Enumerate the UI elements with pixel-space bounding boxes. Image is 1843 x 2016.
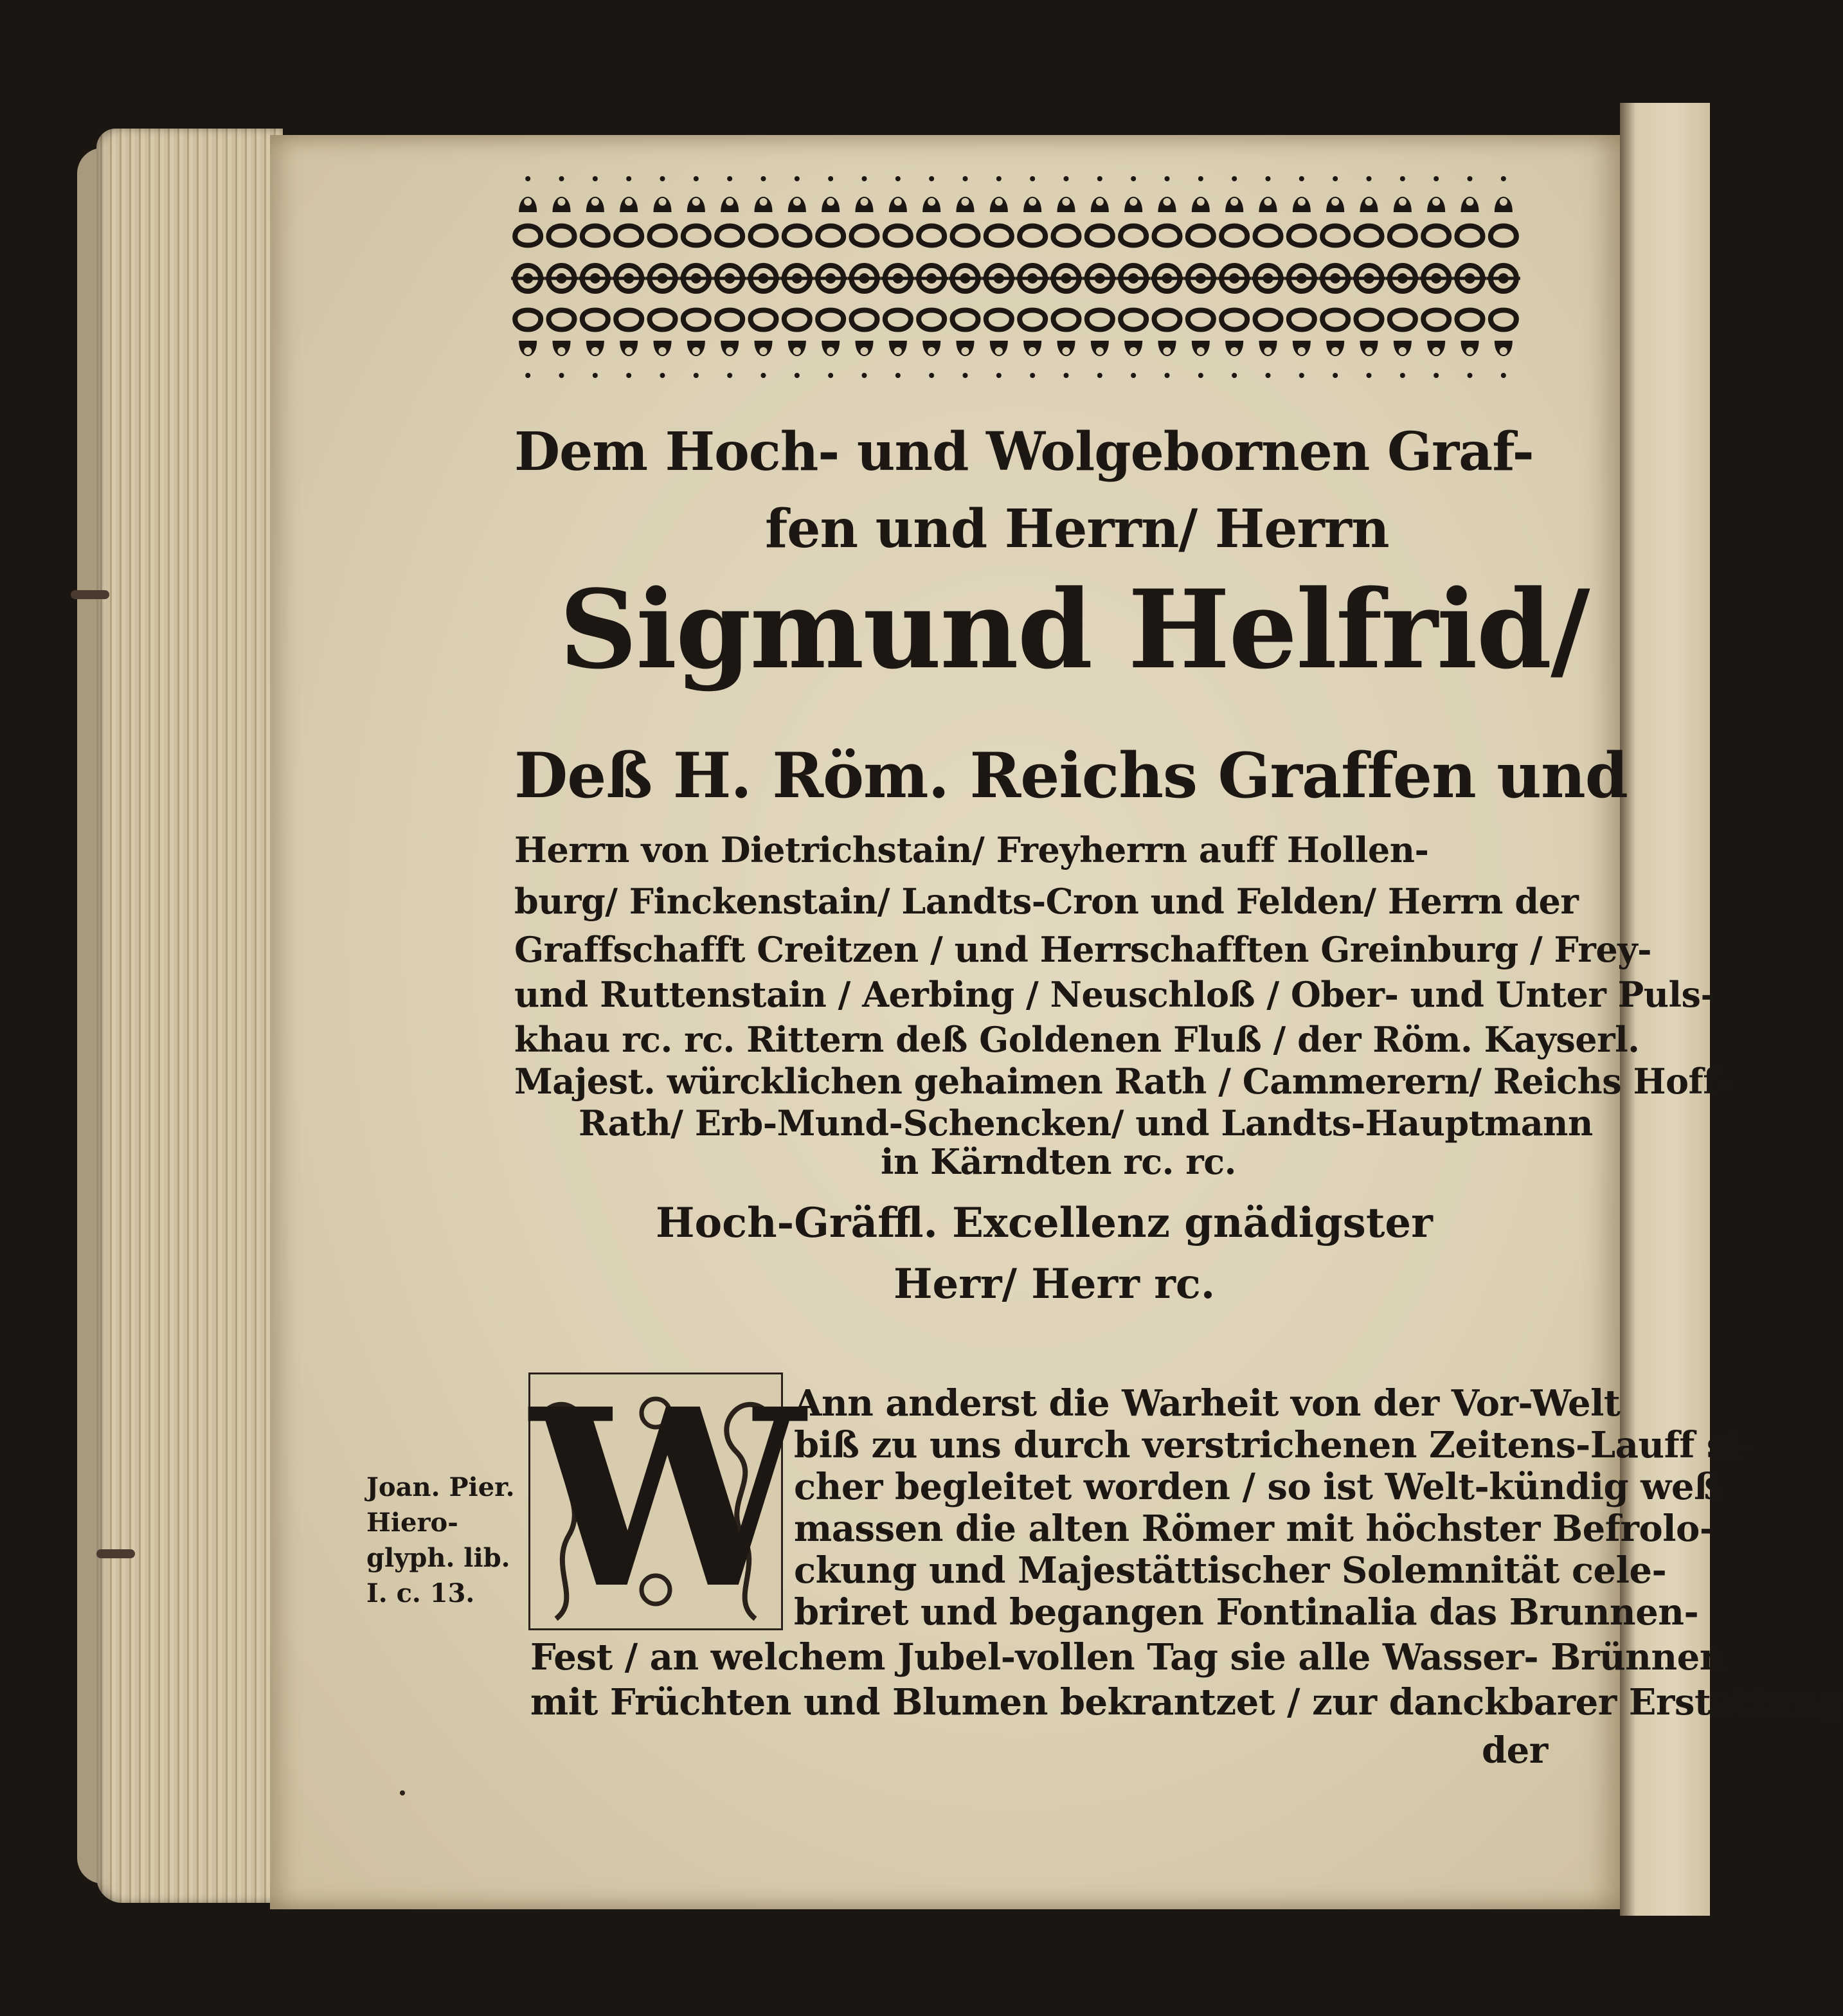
ornament-glyph xyxy=(1255,226,1281,246)
ornament-glyph xyxy=(894,198,902,206)
ornament-glyph xyxy=(1087,226,1113,246)
paragraph-line: biß zu uns durch verstrichenen Zeitens-Lauff si- xyxy=(794,1424,1755,1466)
ornament-glyph xyxy=(1322,226,1348,246)
ornament-glyph xyxy=(549,310,575,330)
ornament-glyph xyxy=(1399,347,1407,355)
ornament-glyph xyxy=(1399,198,1407,206)
ornament-glyph xyxy=(996,176,1002,181)
ornament-glyph xyxy=(1333,373,1338,378)
ornament-glyph xyxy=(1097,176,1102,181)
ornament-glyph xyxy=(1221,226,1247,246)
ornament-glyph xyxy=(929,373,934,378)
ornament-glyph xyxy=(1365,347,1373,355)
ornament-glyph xyxy=(996,373,1002,378)
ornament-glyph xyxy=(558,347,566,355)
ornament-glyph xyxy=(828,373,833,378)
ornament-glyph xyxy=(1367,176,1372,181)
ornament-glyph xyxy=(862,176,867,181)
ornament-glyph xyxy=(861,347,868,355)
ornament-glyph xyxy=(852,226,877,246)
ornament-glyph xyxy=(727,176,732,181)
ornament-glyph xyxy=(1333,176,1338,181)
ornament-glyph xyxy=(1468,373,1473,378)
ornament-glyph xyxy=(591,347,599,355)
ornament-glyph xyxy=(694,176,699,181)
page-block-edge xyxy=(96,129,283,1903)
titles-line: burg/ Finckenstain/ Landts-Cron und Felden/ Herrn der xyxy=(514,881,1579,922)
ornament-glyph xyxy=(1221,310,1247,330)
ornament-glyph xyxy=(861,198,868,206)
ornament-glyph xyxy=(515,226,541,246)
ornament-glyph xyxy=(827,347,834,355)
ornament-glyph xyxy=(986,310,1012,330)
ornament-glyph xyxy=(582,226,608,246)
ornament-glyph xyxy=(1501,373,1506,378)
ornament-glyph xyxy=(928,198,935,206)
ornament-glyph xyxy=(928,347,935,355)
ornament-glyph xyxy=(1356,226,1382,246)
ornament-glyph xyxy=(692,198,700,206)
ornament-glyph xyxy=(1298,198,1306,206)
ornament-glyph xyxy=(1400,176,1405,181)
ornament-glyph xyxy=(1501,176,1506,181)
ornament-glyph xyxy=(1457,310,1483,330)
ornament-glyph xyxy=(1289,310,1315,330)
titles-line: khau rc. rc. Rittern deß Goldenen Fluß / der Röm. Kayserl. xyxy=(514,1019,1640,1060)
ornament-glyph xyxy=(760,347,768,355)
ornament-glyph xyxy=(525,373,530,378)
ornament-glyph xyxy=(795,176,800,181)
ornament-glyph xyxy=(1064,373,1069,378)
ornament-glyph xyxy=(1197,347,1205,355)
ornament-glyph xyxy=(1400,373,1405,378)
book-tie-bottom xyxy=(96,1549,135,1558)
dedication-line-2: fen und Herrn/ Herrn xyxy=(765,498,1389,560)
ornament-glyph xyxy=(862,373,867,378)
ornament-glyph xyxy=(1232,373,1237,378)
salutation-line-1: Hoch-Gräffl. Excellenz gnädigster xyxy=(656,1199,1433,1247)
ornament-glyph xyxy=(692,347,700,355)
paragraph-line: Ann anderst die Warheit von der Vor-Welt xyxy=(794,1382,1621,1425)
ornament-glyph xyxy=(793,347,801,355)
ornament-glyph xyxy=(885,310,911,330)
ornament-glyph xyxy=(761,373,766,378)
ornament-glyph xyxy=(751,310,777,330)
ornament-glyph xyxy=(1434,176,1439,181)
ornament-glyph xyxy=(1188,310,1214,330)
ornament-glyph xyxy=(515,310,541,330)
ornament-glyph xyxy=(1096,347,1104,355)
ornament-glyph xyxy=(694,373,699,378)
ornament-glyph xyxy=(1423,310,1449,330)
ornament-glyph xyxy=(683,226,709,246)
title-line: Deß H. Röm. Reichs Graffen und xyxy=(514,739,1628,812)
ornament-glyph xyxy=(1466,347,1474,355)
marginal-note-line: glyph. lib. xyxy=(366,1543,510,1573)
paragraph-line: mit Früchten und Blumen bekrantzet / zur danckbarer Erstattung xyxy=(530,1681,1843,1724)
ornament-glyph xyxy=(726,198,733,206)
ornament-glyph xyxy=(1264,347,1272,355)
ornament-glyph xyxy=(963,373,968,378)
ornament-glyph xyxy=(1266,176,1271,181)
ornament-glyph xyxy=(761,176,766,181)
dedicatee-name: Sigmund Helfrid/ xyxy=(559,566,1589,693)
ornament-glyph xyxy=(1432,198,1440,206)
marginal-note-line: Joan. Pier. xyxy=(366,1472,515,1502)
ornament-glyph xyxy=(1097,373,1102,378)
ornament-glyph xyxy=(1155,310,1180,330)
ornament-glyph xyxy=(828,176,833,181)
ornament-glyph xyxy=(559,176,564,181)
initial-letter: W xyxy=(530,1355,805,1643)
ornament-glyph xyxy=(953,226,978,246)
ornament-glyph xyxy=(1120,310,1146,330)
ornament-glyph xyxy=(616,310,642,330)
ornament-glyph xyxy=(751,226,777,246)
ornament-glyph xyxy=(1230,198,1238,206)
ornament-glyph xyxy=(1155,226,1180,246)
paragraph-line: massen die alten Römer mit höchster Befrolo- xyxy=(794,1508,1714,1550)
salutation-line-2: Herr/ Herr rc. xyxy=(894,1260,1216,1308)
ornament-glyph xyxy=(1356,310,1382,330)
ornament-glyph xyxy=(1423,226,1449,246)
ornament-glyph xyxy=(593,176,598,181)
ornament-glyph xyxy=(626,373,631,378)
ornament-glyph xyxy=(1129,347,1137,355)
catchword: der xyxy=(1482,1729,1548,1772)
paragraph-line: cher begleitet worden / so ist Welt-kündig weß xyxy=(794,1466,1721,1508)
ornament-glyph xyxy=(1255,310,1281,330)
ornament-glyph xyxy=(1331,347,1339,355)
ornament-glyph xyxy=(1500,347,1507,355)
ornament-glyph xyxy=(1054,226,1079,246)
ornament-glyph xyxy=(650,310,676,330)
ornament-glyph xyxy=(1020,310,1045,330)
ornament-glyph xyxy=(593,373,598,378)
ornament-glyph xyxy=(919,310,944,330)
ornament-glyph xyxy=(995,198,1003,206)
book-tie-top xyxy=(71,590,109,599)
marginal-note-line: I. c. 13. xyxy=(366,1578,475,1608)
ornament-glyph xyxy=(717,226,742,246)
ornament-glyph xyxy=(1365,198,1373,206)
ornament-glyph xyxy=(1087,310,1113,330)
ornament-glyph xyxy=(683,310,709,330)
ornament-glyph xyxy=(818,310,843,330)
ornament-glyph xyxy=(784,310,810,330)
ornament-glyph xyxy=(895,373,901,378)
titles-line: und Ruttenstain / Aerbing / Neuschloß / Ober- und Unter Puls- xyxy=(514,974,1715,1015)
ornament-glyph xyxy=(760,198,768,206)
ornament-glyph xyxy=(1165,176,1170,181)
ornament-glyph xyxy=(1030,373,1035,378)
ornament-glyph xyxy=(885,226,911,246)
titles-line: Herrn von Dietrichstain/ Freyherrn auff Hollen- xyxy=(514,829,1429,870)
ornament-glyph xyxy=(1367,373,1372,378)
ornament-glyph xyxy=(660,373,665,378)
ornament-glyph xyxy=(1054,310,1079,330)
ornament-glyph xyxy=(1466,198,1474,206)
ornament-glyph xyxy=(524,347,532,355)
ornament-glyph xyxy=(1129,198,1137,206)
ornament-glyph xyxy=(1266,373,1271,378)
ornament-glyph xyxy=(1264,198,1272,206)
titles-line: in Kärndten rc. rc. xyxy=(881,1141,1236,1182)
ornament-glyph xyxy=(1230,347,1238,355)
ornament-glyph xyxy=(1131,176,1136,181)
ornament-glyph xyxy=(1299,176,1304,181)
ornament-glyph xyxy=(625,198,633,206)
ornament-glyph xyxy=(726,347,733,355)
ornament-glyph xyxy=(963,176,968,181)
ornament-glyph xyxy=(1188,226,1214,246)
ornament-glyph xyxy=(995,347,1003,355)
ornament-glyph xyxy=(919,226,944,246)
ornament-glyph xyxy=(1030,176,1035,181)
ornament-glyph xyxy=(795,373,800,378)
ornament-glyph xyxy=(558,198,566,206)
ornament-glyph xyxy=(717,310,742,330)
ornament-glyph xyxy=(659,347,667,355)
ornament-glyph xyxy=(852,310,877,330)
ornament-glyph xyxy=(827,198,834,206)
ornament-glyph xyxy=(1432,347,1440,355)
ornament-glyph xyxy=(1164,347,1171,355)
ornament-glyph xyxy=(591,198,599,206)
ornament-glyph xyxy=(929,176,934,181)
ornament-band xyxy=(511,172,1520,384)
paragraph-line: Fest / an welchem Jubel-vollen Tag sie alle Wasser- Brünnen xyxy=(530,1636,1725,1679)
ornament-glyph xyxy=(1434,373,1439,378)
ornament-glyph xyxy=(1491,310,1516,330)
ornament-glyph xyxy=(1029,198,1036,206)
ornament-glyph xyxy=(895,176,901,181)
ornament-glyph xyxy=(953,310,978,330)
ornament-glyph xyxy=(650,226,676,246)
ornament-glyph xyxy=(1029,347,1036,355)
ornament-glyph xyxy=(1131,373,1136,378)
ornament-glyph xyxy=(1298,347,1306,355)
ornament-glyph xyxy=(625,347,633,355)
ornament-glyph xyxy=(626,176,631,181)
ornament-glyph xyxy=(1096,198,1104,206)
ornament-glyph xyxy=(962,347,969,355)
ornament-glyph xyxy=(1468,176,1473,181)
ornament-glyph xyxy=(1299,373,1304,378)
ornament-glyph xyxy=(1197,198,1205,206)
ornament-glyph xyxy=(1289,226,1315,246)
ornament-glyph xyxy=(559,373,564,378)
ornament-glyph xyxy=(1020,226,1045,246)
ornament-glyph xyxy=(818,226,843,246)
ornament-glyph xyxy=(659,198,667,206)
titles-line: Majest. würcklichen gehaimen Rath / Cammerern/ Reichs Hoff- xyxy=(514,1061,1731,1102)
ornament-glyph xyxy=(793,198,801,206)
ornament-glyph xyxy=(660,176,665,181)
paragraph-line: briret und begangen Fontinalia das Brunnen- xyxy=(794,1591,1699,1634)
ornament-glyph xyxy=(525,176,530,181)
marginal-note-line: Hiero- xyxy=(366,1508,458,1538)
ornament-glyph xyxy=(1164,198,1171,206)
ornament-glyph xyxy=(1232,176,1237,181)
titles-line: Graffschafft Creitzen / und Herrschafften Greinburg / Frey- xyxy=(514,929,1652,970)
ornament-glyph xyxy=(1491,226,1516,246)
ornament-glyph xyxy=(524,198,532,206)
ink-speck xyxy=(400,1790,405,1796)
ornament-glyph xyxy=(1120,226,1146,246)
ornament-glyph xyxy=(1063,347,1070,355)
ornament-glyph xyxy=(1198,373,1203,378)
ornament-glyph xyxy=(1331,198,1339,206)
ornament-glyph xyxy=(784,226,810,246)
decorated-initial xyxy=(528,1355,805,1643)
ornament-glyph xyxy=(1500,198,1507,206)
ornament-glyph xyxy=(894,347,902,355)
paragraph-line: ckung und Majestättischer Solemnität cele- xyxy=(794,1549,1667,1592)
ornament-glyph xyxy=(616,226,642,246)
ornament-glyph xyxy=(986,226,1012,246)
ornament-glyph xyxy=(1390,310,1416,330)
ornament-glyph xyxy=(1322,310,1348,330)
ornament-glyph xyxy=(1063,198,1070,206)
ornament-glyph xyxy=(962,198,969,206)
ornament-glyph xyxy=(1457,226,1483,246)
ornament-glyph xyxy=(1064,176,1069,181)
ornament-glyph xyxy=(1198,176,1203,181)
dedication-line-1: Dem Hoch- und Wolgebornen Graf- xyxy=(514,421,1534,483)
ornament-glyph xyxy=(1165,373,1170,378)
ornament-glyph xyxy=(582,310,608,330)
ornament-glyph xyxy=(1390,226,1416,246)
titles-line: Rath/ Erb-Mund-Schencken/ und Landts-Hauptmann xyxy=(579,1102,1593,1144)
ornament-glyph xyxy=(727,373,732,378)
ornament-glyph xyxy=(549,226,575,246)
